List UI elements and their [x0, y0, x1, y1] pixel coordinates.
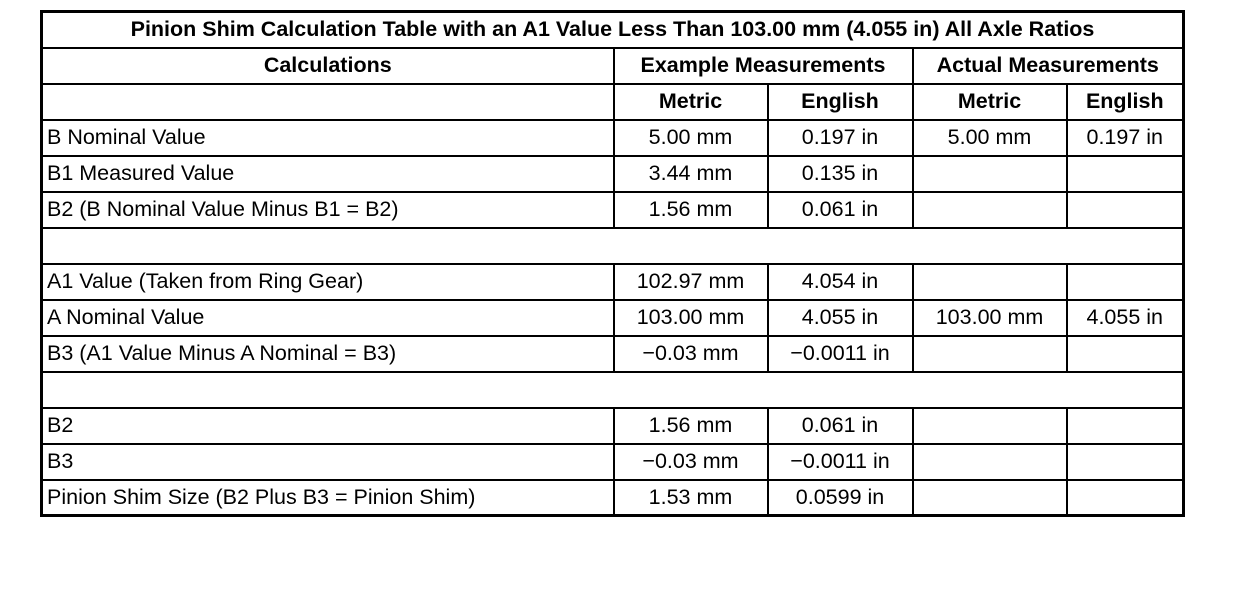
example-metric-cell: 3.44 mm [614, 156, 768, 192]
actual-metric-cell [913, 480, 1067, 516]
header-blank [42, 84, 614, 120]
row-label: A Nominal Value [42, 300, 614, 336]
table-row [42, 156, 1184, 192]
actual-metric-cell [913, 444, 1067, 480]
actual-metric-cell [913, 336, 1067, 372]
example-metric-cell: 1.56 mm [614, 192, 768, 228]
example-english-cell: 0.197 in [768, 120, 913, 156]
table-row [42, 300, 1184, 336]
row-label: A1 Value (Taken from Ring Gear) [42, 264, 614, 300]
table-row [42, 264, 1184, 300]
row-label: B Nominal Value [42, 120, 614, 156]
spacer-row [42, 228, 1184, 264]
table-row [42, 120, 1184, 156]
actual-metric-cell: 103.00 mm [913, 300, 1067, 336]
actual-english-cell [1067, 408, 1184, 444]
actual-english-cell [1067, 444, 1184, 480]
spacer-cell [42, 372, 1184, 408]
actual-english-cell [1067, 336, 1184, 372]
table-row [42, 192, 1184, 228]
spacer-cell [42, 228, 1184, 264]
row-label: B3 (A1 Value Minus A Nominal = B3) [42, 336, 614, 372]
row-label: B2 [42, 408, 614, 444]
table-row [42, 408, 1184, 444]
example-english-cell: 0.061 in [768, 192, 913, 228]
example-english-cell: 0.061 in [768, 408, 913, 444]
table-title-row [42, 12, 1184, 48]
actual-metric-cell [913, 156, 1067, 192]
actual-english-cell [1067, 480, 1184, 516]
actual-english-cell [1067, 156, 1184, 192]
example-metric-cell: 5.00 mm [614, 120, 768, 156]
table-row [42, 480, 1184, 516]
actual-metric-cell [913, 264, 1067, 300]
header-example-metric: Metric [614, 84, 768, 120]
example-metric-cell: −0.03 mm [614, 444, 768, 480]
example-metric-cell: 102.97 mm [614, 264, 768, 300]
header-example-english: English [768, 84, 913, 120]
actual-english-cell [1067, 192, 1184, 228]
header-example-measurements: Example Measurements [614, 48, 913, 84]
row-label: B2 (B Nominal Value Minus B1 = B2) [42, 192, 614, 228]
example-english-cell: −0.0011 in [768, 336, 913, 372]
example-english-cell: 0.135 in [768, 156, 913, 192]
actual-english-cell [1067, 264, 1184, 300]
header-actual-metric: Metric [913, 84, 1067, 120]
example-metric-cell: 1.56 mm [614, 408, 768, 444]
header-row-groups [42, 48, 1184, 84]
example-metric-cell: 103.00 mm [614, 300, 768, 336]
header-actual-english: English [1067, 84, 1184, 120]
actual-metric-cell [913, 192, 1067, 228]
row-label: B1 Measured Value [42, 156, 614, 192]
example-english-cell: 0.0599 in [768, 480, 913, 516]
actual-metric-cell: 5.00 mm [913, 120, 1067, 156]
spacer-row [42, 372, 1184, 408]
example-metric-cell: 1.53 mm [614, 480, 768, 516]
actual-english-cell: 4.055 in [1067, 300, 1184, 336]
example-english-cell: −0.0011 in [768, 444, 913, 480]
actual-english-cell: 0.197 in [1067, 120, 1184, 156]
example-english-cell: 4.054 in [768, 264, 913, 300]
actual-metric-cell [913, 408, 1067, 444]
row-label: Pinion Shim Size (B2 Plus B3 = Pinion Shim) [42, 480, 614, 516]
header-row-units [42, 84, 1184, 120]
example-english-cell: 4.055 in [768, 300, 913, 336]
example-metric-cell: −0.03 mm [614, 336, 768, 372]
pinion-shim-table [40, 10, 1185, 517]
header-calculations: Calculations [42, 48, 614, 84]
row-label: B3 [42, 444, 614, 480]
table-row [42, 444, 1184, 480]
header-actual-measurements: Actual Measurements [913, 48, 1184, 84]
table-title: Pinion Shim Calculation Table with an A1 Value Less Than 103.00 mm (4.055 in) All Axle Ratios [42, 12, 1184, 48]
table-row [42, 336, 1184, 372]
